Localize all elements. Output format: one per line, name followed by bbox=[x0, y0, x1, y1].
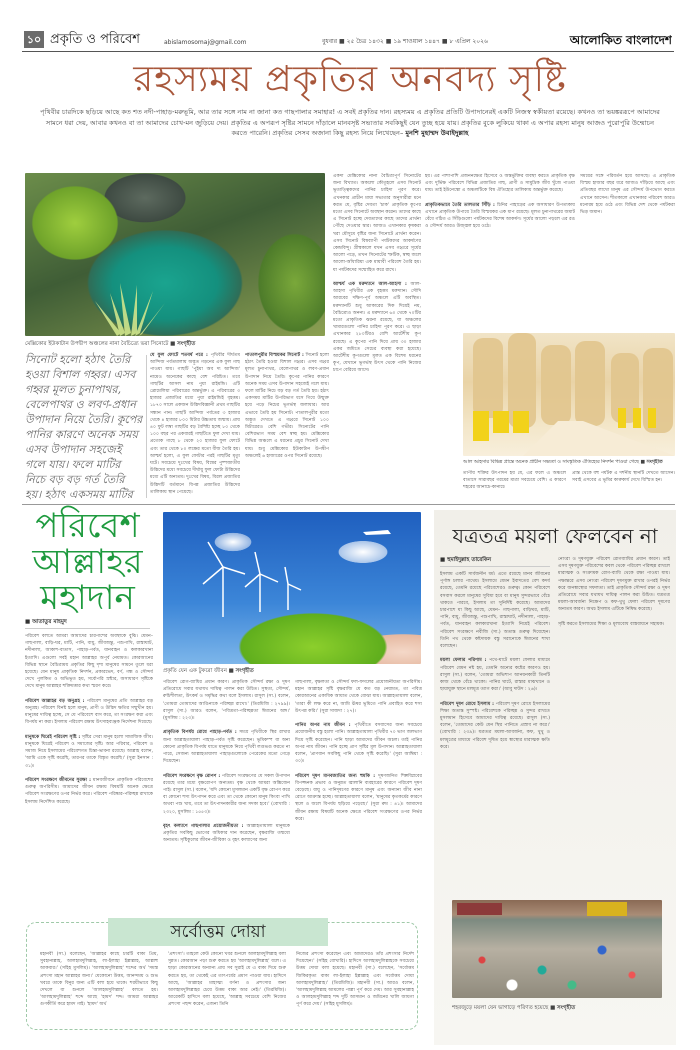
article-column bbox=[333, 173, 421, 498]
paragraph: পরিবেশ রোগ-ব্যাধির প্রধান কারণ। প্রাকৃতিক সৌন্দর্য রক্ষা ও দূষণ প্রতিরোধে সবার যথাযথ দায়িত্ব পালন করা উচিত। সুস্থতা, সৌন্দর্য, রুচিশীলতা, উৎকর্ষ ও সমৃদ্ধির কথা বলে ইসলাম। রাসুল (সা.) বলেন, 'তোমরা তোমাদের আঙিনাকে পরিচ্ছন্ন রাখো।' (তিরমিজি : ২৭৯৯)। রাসুল (সা.) আরও বলেন, 'পবিত্রতা-পরিচ্ছন্নতা ঈমানের অঙ্গ।' (মুসলিম : ২২৩)। bbox=[163, 680, 290, 722]
subhead: পরিবেশ দূষণ রোধে ইসলাম : bbox=[440, 701, 494, 707]
paragraph: মানবজীবনে প্রাকৃতিক পরিবেশের গুরুত্ব অপরিসীম। আমাদের জীবন রক্ষায় বিষয়টি অনেক ক্ষেত্রে পরিবেশ সংরক্ষণের ওপর নির্ভর করে। পরিবেশ পরিষ্কার-পরিচ্ছন্ন রাখাকে ইসলাম নির্দেশিত করেছে। bbox=[25, 778, 153, 805]
subhead: প্রাকৃতিক বিপর্যয় রোধে পাহাড়-পর্বত : bbox=[163, 730, 237, 736]
paragraph: সৃষ্টি করতে ইসলামের শিক্ষা ও মূল্যবোধ বাস্তবায়নে সহায়ক। bbox=[558, 621, 665, 627]
subhead: পাতালপুরীর বিস্ময়কর সিনোট : bbox=[245, 353, 304, 358]
dua-column bbox=[296, 951, 414, 1023]
headline-line: পরিবেশ bbox=[35, 506, 140, 546]
article-column bbox=[425, 173, 575, 331]
paragraph: পরিবেশ সংরক্ষণের যে সকল উপাদান রয়েছে তার মধ্যে বৃক্ষরোপণ অন্যতম। বৃক্ষ থেকে আমরা অক্সিজেন পাই। রাসুল (সা.) বলেন, 'যদি কোনো মুসলমান একটি বৃক্ষ রোপণ করে বা কোনো শস্য উৎপাদন করে এবং তা থেকে কোনো মানুষ কিংবা পাখি অথবা পশু খায়, তবে তা উৎপাদনকারীর জন্য সদকা হবে।' (বোখারি : ২৩২০, মুসলিম : ১৫৫৩)। bbox=[163, 773, 290, 815]
paragraph: হয়। এর পাশাপাশি প্রজননক্ষেত্র হিসেবে ও অন্তর্ভুক্তির ব্যবস্থা করতে প্রাকৃতিক বৃক্ষ এবং দুর্ভিক্ষ পরিবেশে বিভিন্ন প্রজাতির গাছ, প্রাণী ও সামুদ্রিক জীব খুঁজে পাওয়া যায়। তাই ইউনেস্কো এ অঞ্চলটিকে বিশ্ব ঐতিহ্যের তালিকায় অন্তর্ভুক্ত করেছে। bbox=[425, 174, 575, 194]
paragraph: আল-আহসা পৃথিবীর এক বৃহত্তম মরুদ্যান। সৌদি আরবের দক্ষিণ-পূর্ব অঞ্চলে এটি অবস্থিত। মরুদ্যানটি শুধু আকারের দিক দিয়েই নয়, বৈচিত্র্যেও অনন্য। এ মরুদ্যানে ৬০ থেকে ৭০টির মতো প্রাকৃতিক ঝরনা রয়েছে, যা অঞ্চলের খামারগুলো পানির চাহিদা পূরণ করে। এ ছাড়া এখানকার ২৮০টিরও বেশি আর্টেশীয় কূপ রয়েছে। এ কূপের পানি দিয়ে প্রায় ৩০ হাজার একর জমিতে সেচের ব্যবস্থা করা হয়েছে। আর্টেশীয় কূপগুলো মূলত এক বিশেষ ধরনের কূপ, যেখানে ভূগর্ভস্থ উৎস থেকে পানি নিজের চাপে বেরিয়ে আসে। bbox=[333, 282, 421, 374]
subhead: প্রাকৃতিকভাবে তৈরি তালতার সিঁড়ি : bbox=[425, 202, 495, 208]
wind-turbines-icon bbox=[163, 512, 421, 664]
cenote-caption: মেক্সিকোর ইউকাটান উপদ্বীপ অঞ্চলের নানা বৈচিত্র্যে ভরা সিনোটে ■ সংগৃহীত bbox=[25, 341, 196, 347]
paragraph: নোংরা ও দূষণযুক্ত পরিবেশ রোগব্যাধির প্রধান কারণ। তাই এসব দূষণযুক্ত পরিবেশের কবল থেকে পরিবেশ পরিচ্ছন্ন রাখলে মারাত্মক ও সংক্রামক রোগ-ব্যাধি থেকে রক্ষা পাওয়া যায়। পক্ষান্তরে এসব নোংরা পরিবেশ দূষণমুক্ত রাখার ওপরই নির্ভর করে জনস্বাস্থ্যের সফলতা। তাই প্রাকৃতিক সৌন্দর্য রক্ষা ও দূষণ প্রতিরোধে সবার যথাযথ দায়িত্ব পালন করা উচিত। যত্রতত্র ময়লা-আবর্জনা নিক্ষেপ ও কফ-থুথু ফেলা পরিবেশ দূষণের অন্যতম কারণ। অথচ ইসলাম এটিকে নিষিদ্ধ করেছে। bbox=[558, 557, 670, 613]
article-column bbox=[25, 633, 153, 915]
subhead: পরিবেশ সংরক্ষণে জীবনের সুরক্ষা : bbox=[25, 778, 91, 784]
green-earth-photo bbox=[163, 512, 421, 664]
dua-column bbox=[40, 951, 158, 1023]
photo-credit: সংগৃহীত bbox=[235, 668, 254, 674]
dua-column bbox=[168, 951, 286, 1023]
paragraph: পরিবেশ বলতে আমরা আমাদের চারপাশের অবস্থাকে বুঝি। যেমন– গাছপালা, বাড়ি-ঘর, মাটি, পানি, বায়ু, জীবজন্তু, পশুপাখি, রাস্তাঘাট, নদীনালা, আকাশ-বাতাস, পাহাড়-পর্বত, যানবাহন ও কলকারখানা ইত্যাদি। এগুলো সবই মহান আল্লাহর অপূর্ব নেয়ামত। কোরআনের বিভিন্ন স্থানে বৈচিত্র্যময় প্রকৃতির কিছু দৃশ্য মানুষের সামনে তুলে ধরা হয়েছে। যেন মানুষ প্রাকৃতিক নিদর্শন, প্রকারভেদ, বর্ণ, গন্ধ ও সৌন্দর্য দেখে পুলকিত ও অভিভূত হয়, সর্বোপরি স্রষ্টার, অসাধারণ সৃষ্টিকে দেখে মানুষ আল্লাহর শক্তিমত্তার কথা স্মরণ করে। bbox=[25, 634, 153, 690]
caption-text: আল আহসার বিভিন্ন প্রান্তে অনেক প্রাচীন সভ্যতা ও সাংস্কৃতিক ঐতিহ্যের নিদর্শন পাওয়া গেছে bbox=[463, 460, 639, 465]
subhead: আশ্চর্য এক মরুদ্যানে আল-আহসা : bbox=[333, 282, 407, 288]
page-number: ১০ bbox=[24, 31, 44, 48]
lead-intro-text: পৃথিবীর চারদিকে ছড়িয়ে আছে কত শত নদী-পাহাড়-মরুভূমি, আর তার সঙ্গে নাম না জানা কত গাছপালার সমাহার! এ সবই প্রকৃতির দান। রহস্যময় এ প্রকৃতির প্রতিটি উপাদানেরই একটি নিজস্ব স্বকীয়তা রয়েছে। কখনও তা ভয়ঙ্কররূপে আমাদের সামনে ধরা দেয়, আবার কখনও বা তা আমাদের চোখ-মন জুড়িয়ে দেয়। প্রকৃতির এ অপরূপ সৃষ্টির সামনে দাঁড়ালে মানবসৃষ্ট সভ্যতার সবকিছুই যেন তুচ্ছ হয়ে যায়। প্রকৃতির বুকে লুকিয়ে থাকা এ অপার রহস্য মানুষ আজও পুরোপুরি উন্মোচন করতে পারেনি। প্রকৃতির সেসব অজানা কিছু রহস্য নিয়ে লিখেছেন– bbox=[40, 108, 660, 137]
lead-intro bbox=[40, 107, 660, 139]
garbage-caption: শহরজুড়ে ময়লা যেন ভাগাড়ে পরিণত হয়েছে ■ সংগৃহীত bbox=[452, 1005, 576, 1011]
caption-text: শহরজুড়ে ময়লা যেন ভাগাড়ে পরিণত হয়েছে bbox=[452, 1005, 549, 1011]
caption-text: মেক্সিকোর ইউকাটান উপদ্বীপ অঞ্চলের নানা বৈচিত্র্যে ভরা সিনোটে bbox=[25, 341, 169, 347]
photo-credit: সংগৃহীত bbox=[557, 1005, 576, 1011]
photo-credit: সংগৃহীত bbox=[646, 460, 663, 465]
al-ahsa-caption: আল আহসার বিভিন্ন প্রান্তে অনেক প্রাচীন সভ্যতা ও সাংস্কৃতিক ঐতিহ্যের নিদর্শন পাওয়া গেছে ■ সংগৃহীত bbox=[463, 460, 663, 465]
subhead: বৃহৎ কল্যাণে গাছপালার প্রয়োজনীয়তা : bbox=[163, 824, 244, 830]
paragraph: গাছপালা, বৃক্ষলতা ও সৌন্দর্য ফল-ফসলের প্রয়োজনীয়তা অপরিসীম। মহান আল্লাহর সৃষ্টি বৃক্ষরাজি যে কত বড় নেয়ামত, তা পবিত্র কোরআনের একাধিক আয়াত থেকে বোঝা যায়। আল্লাহতায়ালা বলেন, 'তারা কী লক্ষ করে না, আমি ঊষর ভূমিতে পানি প্রবাহিত করে শস্য উৎপন্ন করি।' (সুরা সাজদা : ২৭)। bbox=[295, 680, 422, 714]
caption-text: প্রকৃতি যেন এক টুকরো জীবন bbox=[163, 668, 227, 674]
lead-headline: রহস্যময় প্রকৃতির অনবদ্য সৃষ্টি bbox=[133, 59, 567, 100]
article-column bbox=[295, 679, 422, 915]
subhead: পরিবেশ আল্লাহর বড় অনুগ্রহ : bbox=[25, 698, 85, 704]
article-column bbox=[463, 470, 566, 500]
paragraph: প্রান্ত থেকে বহু পর্যটক এ দর্শনীয় স্থানটি দেখতে আসেন। সবাই এসবের এ ভূমির কারুকার্য দেখে বিস্মিত হন। bbox=[572, 471, 675, 484]
paragraph: পথে-ঘাটে ময়লা ফেলার মাধ্যমে পরিবেশ যেমন নষ্ট হয়, তেমনি অন্যের কষ্টের কারণও হয়। রাসুল (সা.) বলেন, 'তোমরা অভিশাপ আনয়নকারী তিনটি কাজ থেকে বেঁচে থাকো। পানির ঘাটে, রাস্তার মাঝখানে ও ছায়াযুক্ত স্থানে মলমূত্র ত্যাগ করা।' (আবু দাউদ : ২৬)। bbox=[440, 658, 550, 693]
cenote-photo bbox=[25, 173, 325, 336]
paragraph: পৃথিবীর দীর্ঘতম আন্দিজ পর্বতমালায় অদ্ভুত গড়নের এক ফুল গাছ পাওয়া যায়। গাছটি 'পুইয়া অব দ্য আন্দিজ' নামেও অনেকের কাছে বেশ পরিচিত। তবে গাছটির আসল নাম পুয়া রাইমন্ডি। এটি ব্রোমেলিয়া পরিবারের অন্তর্ভুক্ত। এ পরিবারের ৩ হাজার প্রজাতির মধ্যে পুয়া রাইমন্ডিই বৃহত্তম। ১৮৭০ সালে একজন উদ্ভিদবিজ্ঞানী প্রথম গাছটির সন্ধান পান। গাছটি আন্দিজ পর্বতের ৩ হাজার থেকে ৪ হাজার ৮০০ মিটার উচ্চতায় জন্মায়। প্রায় ৪০ ফুট লম্বা গাছটির বড় বৈশিষ্ট্য হচ্ছে ৮০ থেকে ১০০ বছর পর একবারই গাছটিতে ফুল দেখা যায়। প্রত্যেক গাছে ৮ থেকে ২০ হাজার ফুল ফোটে এবং তার থেকে ৮০ লক্ষের মতো বীজ তৈরি হয়। আশ্চর্য হলো, এ ফুল ফোটার পরই গাছটির মৃত্যু ঘটে। সবচেয়ে দুঃখের বিষয়, বিশ্বের পুষ্পজাতীয় উদ্ভিদের মধ্যে সবচেয়ে দীর্ঘায়ু ফুল ফোটা উদ্ভিদের মধ্যে এটি অন্যতম। দুঃখের বিষয়, বিরল প্রজাতির উদ্ভিদটি বর্তমানে বিপন্ন প্রজাতির উদ্ভিদের তালিকায় স্থান পেয়েছে। bbox=[150, 353, 240, 495]
headline-line: আল্লাহর bbox=[32, 542, 143, 582]
al-ahsa-photo bbox=[463, 333, 675, 456]
paragraph: আল্লাহতায়ালা মানুষকে প্রকৃতির সবকিছু ভোগের অধিকার দান করেছেন, বৃক্ষরাজি তন্মধ্যে অন্যতম। সৃষ্টিকুলের জীবন-জীবিকা ও বৃহৎ কল্যাণের জন্য bbox=[163, 824, 290, 844]
agave-plant-icon bbox=[25, 173, 325, 336]
garbage-photo bbox=[452, 900, 662, 998]
waste-byline: ■ হুমাইদুল্লাহ তারেকিন bbox=[440, 556, 550, 567]
paragraph: সিনোট হলো হঠাৎ তৈরি হওয়া বিশাল গহ্বর। এসব গহ্বর মূলত চুনাপাথর, বেলেপাথর ও লবণ-প্রধান উপাদান নিয়ে তৈরি। কূপের পানির কারণে অনেক সময় এসব উপাদান সহজেই গলে যায়। ফলে মাটির নিচে বড় বড় গর্ত তৈরি হয়। হঠাৎ একসময় মাটির উপরিভাগ ধসে গিয়ে উন্মুক্ত হয়ে পড়ে নিচের ভূগর্ভস্থ জলাধার। আর এভাবে তৈরি হয় সিনোট। পাতালপুরীর মতো অদ্ভুত দেখতে এ গহ্বরে সিনোট ১০০ মিটারেরও বেশি গভীর। সিনোটের পানি বেশিরভাগ সময় বেশ স্বচ্ছ হয়। মেক্সিকোর বিভিন্ন অঞ্চলে এ ধরনের প্রচুর সিনোট দেখা যায়। শুধু মেক্সিকোর ইউকাটান উপদ্বীপ অঞ্চলেই ৬ হাজারের ওপর সিনোট রয়েছে। bbox=[245, 353, 329, 459]
paragraph: 'প্রশংসা'। তাহলে কেউ কোনো খবর শুনলে আলহামদুলিল্লাহ বলা সুন্নত। কোরআন পড়া শুরু করতে হয় 'আলহামদুলিল্লাহ' বলে। এ ছাড়া কোরআনের অন্যান্য প্রায় সব সুরাই যে এ বাক্য দিয়ে শুরু করতে হয়, তা থেকেই এর তাৎপর্যের প্রমাণ পাওয়া যায়। হাদিসে আছে, 'আল্লাহর মাহাত্ম্য বর্ণনা ও প্রশংসার জন্য আলহামদুলিল্লাহর চেয়ে উত্তম বাক্য আর নেই।' (তিরমিজি)। আরেকটি হাদিসে বলা হয়েছে, 'আল্লাহ সবচেয়ে বেশি নিজের প্রশংসা পছন্দ করেন, এজন্য তিনি bbox=[168, 952, 286, 1008]
article-column bbox=[163, 679, 290, 915]
paragraph: পৃথিবীতে বসবাসের জন্য সবচেয়ে প্রয়োজনীয় বস্তু হলো পানি। আল্লাহতায়ালা পৃথিবীর ৭০ ভাগ জলভাগ দিয়ে সৃষ্টি করেছেন। পানি ছাড়া আমাদের জীবন অচল। তাই পানির অপর নাম জীবন। পানি হচ্ছে প্রাণ সৃষ্টির মূল উপাদান। আল্লাহতায়ালা বলেন, 'প্রাণবান সবকিছু পানি থেকে সৃষ্টি করেছি।' (সুরা আম্বিয়া : ৩০)। bbox=[295, 723, 422, 765]
article-column bbox=[558, 556, 670, 883]
section-email: abislamosomaj@gmail.com bbox=[164, 39, 247, 46]
masthead-logo: আলোকিত বাংলাদেশ bbox=[569, 33, 672, 47]
article-column bbox=[245, 352, 329, 500]
section-title: প্রকৃতি ও পরিবেশ bbox=[50, 32, 140, 47]
subhead: পানির অপর নাম জীবন : bbox=[295, 723, 351, 729]
subhead: ময়লা ফেলার পরিণাম : bbox=[440, 658, 487, 664]
subhead: পরিবেশ সংরক্ষণে বৃক্ষ রোপণ : bbox=[163, 773, 221, 779]
paragraph: সৃষ্টির সেরা মানুষ হলো সামাজিক জীব। মানুষকে ঘিরেই পরিবেশ ও সমাজের সৃষ্টি। আর পরিবার, পরিবেশ ও সমাজ নিয়ে ইসলামের পরিবেশগত চিন্তা-ভাবনা রয়েছে। আল্লাহ বলেন, 'আমি একে সৃষ্টি করেছি, তারপর তাকে বিস্তৃত করেছি।' (সুরা ইনসান : ৩১)। bbox=[25, 734, 153, 769]
article-column bbox=[440, 571, 550, 883]
subhead: পরিবেশ দূষণ মানবজাতির জন্য হুমকি : bbox=[295, 773, 376, 779]
paragraph: চিনির পাহাড়ের এক অসাধারণ উপত্যকায় এখানে প্রাকৃতিক উপায়ে তৈরি বিস্ময়কর এক ধাপ রয়েছে। মূলত চুনাপাথরের জমাট বেঁধে গঠিত এ সিঁড়িগুলো পর্যটকদের বিশেষ আকর্ষণ। সূর্যের আলো পড়লে এর রঙ ও সৌন্দর্য আরও উজ্জ্বল হয়ে ওঠে। bbox=[425, 202, 575, 230]
article-column bbox=[150, 352, 240, 500]
environment-byline: ■ আতাতুর মাহমুদ bbox=[25, 618, 150, 629]
dateline: বুধবার ■ ২৫ চৈত্র ১৪৩২ ■ ১৯ শাওয়াল ১৪৪৭ ■ ৮ এপ্রিল ২০২৬ bbox=[322, 38, 488, 45]
paragraph: পরিবেশ মানুষের প্রতি আল্লাহর বড় অনুগ্রহ। পরিবেশ বিনষ্ট হলে মানুষ, প্রাণী ও উদ্ভিদ ক্ষতির সম্মুখীন হয়। মানুষের দায়িত্ব হচ্ছে, সে যে পরিবেশে বাস করে, তা সংরক্ষণ করা এবং বিপর্যয় না করা। ইসলাম পরিবেশ রক্ষায় উৎসাহব্যঞ্জক নির্দেশনা দিয়েছে। bbox=[25, 698, 153, 726]
headline-line: মহাদান bbox=[40, 578, 135, 618]
article-column bbox=[580, 173, 675, 331]
airplane-icon bbox=[363, 530, 391, 535]
subhead: মানুষকে ঘিরেই পরিবেশ সৃষ্টি : bbox=[25, 734, 81, 740]
paragraph: ইসলাম একটি সার্বজনীন ধর্ম। এতে রয়েছে মানব জীবনের পূর্ণাঙ্গ চলার পাথেয়। ইসলামে যেমন ইবাদতের বেশ কদর্য রয়েছে, তেমনি রয়েছে পরিবেশেরও গুরুত্ব। কোন পরিবেশে বসবাস করলে মানুষের সুবিধা হবে বা মানুষ সুন্দরভাবে বেঁচে থাকতে পারবে, ইসলাম তা সুনির্দিষ্ট করেছে। আমাদের চারপাশে যা কিছু আছে, যেমন– গাছপালা, বাড়িঘর, মাটি, পানি, বায়ু, জীবজন্তু, পশুপাখি, রাস্তাঘাট, নদীনালা, পাহাড়-পর্বত, যানবাহন কলকারখানা ইত্যাদি নিয়েই পরিবেশ। পরিবেশ সংরক্ষণে নবীজি (সা.) অত্যন্ত গুরুত্ব দিয়েছেন। তিনি পথ থেকে কষ্টদায়ক বস্তু সরানোকে ঈমানের শাখা বলেছেন। bbox=[440, 572, 550, 650]
pull-quote: সিনোট হলো হঠাৎ তৈরি হওয়া বিশাল গহ্বর। এসব গহ্বর মূলত চুনাপাথর, বেলেপাথর ও লবণ-প্রধান উপাদান নিয়ে তৈরি। কূপের পানির কারণে অনেক সময় এসব উপাদান সহজেই গলে যায়। ফলে মাটির নিচে বড় বড় গর্ত তৈরি হয়। হঠাৎ একসময় মাটির bbox=[25, 353, 143, 500]
section-divider bbox=[22, 504, 675, 505]
subhead: যে ফুল ফোটে শতবর্ষ পরে : bbox=[150, 353, 208, 358]
paragraph: পরিবেশ দূষণ রোধে ইসলামের শিক্ষা অত্যন্ত সুস্পষ্ট। পরিবেশকে পরিচ্ছন্ন ও সুন্দর রাখতে মুসলমান হিসেবে আমাদের দায়িত্ব রয়েছে। রাসুল (সা.) বলেন, 'তোমাদের কেউ যেন স্থির পানিতে প্রস্রাব না করে।' (বোখারি : ২৩৯)। যত্রতত্র ময়লা-আবর্জনা, কফ, থুথু ও মলমূত্রের মাধ্যমে পরিবেশ দূষিত হয়ে স্বাস্থ্যের মারাত্মক ক্ষতি করে। bbox=[440, 701, 550, 750]
paragraph: দূষণজনিত শিল্পবিপ্লবের বিপজ্জনক প্রভাব ও অনুন্নত জ্বালানি ব্যবহারের কারণে পরিবেশ দূষণ বেড়েছে। বায়ু ও পানিদূষণের কারণে মানুষ এবং অন্যান্য জীব নানা রোগে আক্রান্ত হচ্ছে। আল্লাহতায়ালা বলেন, 'মানুষের কৃতকর্মের কারণে স্থলে ও জলে বিপর্যয় ছড়িয়ে পড়েছে।' (সুরা রুম : ৪১)। আমাদের জীবন রক্ষায় বিষয়টি অনেক ক্ষেত্রে পরিবেশ সংরক্ষণের ওপর নির্ভর করে। bbox=[295, 773, 422, 822]
column-divider bbox=[146, 355, 147, 498]
paragraph: নিজের প্রশংসা করেছেন এবং আমাদেরও তাঁর প্রশংসার নির্দেশ দিয়েছেন।' (সহিহ বোখারি)। হাদিসে আলহামদুলিল্লাহকে সবচেয়ে উত্তম দোয়া বলা হয়েছে। মহানবী (সা.) বলেছেন, 'সর্বোত্তম জিকিরকৃত্য বাক্য লা-ইলাহা ইল্লাল্লাহ এবং সর্বোত্তম দোয়া আলহামদুলিল্লাহ।' (তিরমিজি)। মহানবী (সা.) আরও বলেন, 'আলহামদুলিল্লাহ আমলের পাল্লা পূর্ণ করে দেয়। আর সুবহানাল্লাহ ও আলহামদুলিল্লাহ শব্দ দুটি আসমান ও জমিনের খালি জায়গা পূর্ণ করে দেয়।' (সহিহ মুসলিম)। bbox=[296, 952, 414, 1008]
lead-author: মুনশি মুহাম্মদ উবাইদুল্লাহ bbox=[405, 129, 469, 137]
article-column bbox=[572, 470, 675, 500]
paragraph: সমগ্র পৃথিবীকে স্থির রাখার জন্য আল্লাহতায়ালা পাহাড়-পর্বত সৃষ্টি করেছেন। ভূমিকম্প বা অন্য কোনো প্রাকৃতিক বিপর্যয় যাতে মানুষকে নিয়ে পৃথিবী লণ্ডভণ্ড করতে না পারে, সেজন্য আল্লাহতায়ালা পাহাড়গুলোকে পেরেকের মতো গেড়ে দিয়েছেন। bbox=[163, 730, 290, 765]
trash-pile-icon bbox=[452, 900, 662, 998]
dua-headline: সর্বোত্তম দোয়া bbox=[108, 918, 328, 946]
paragraph: মহানবী (সা.) বলেছেন, 'আল্লাহর কাছে চারটি বাক্য প্রিয়, সুবহানাল্লাহ, আলহামদুলিল্লাহ, লা-ইলাহা ইল্লাল্লাহ, আল্লাহু আকবার।' (সহিহ মুসলিম)। 'আলহামদুলিল্লাহ' শব্দের অর্থ 'সমস্ত প্রশংসা মহান আল্লাহর জন্য।' যেকোনো উত্তম, আনন্দময় ও শুভ খবরে তাকে বিনুর জন্য এটি বলা হয়ে থাকে। শরয়ীভাবে কিছু দেখলে বা শুনলে 'আলহামদুলিল্লাহ' বলতে হয়। 'আলহামদুলিল্লাহ' শব্দে আছে 'হামদ' শব্দ। আমরা আল্লাহর গুণকীর্তি করে হামদ গাই। 'হামদ' অর্থ bbox=[40, 952, 158, 1008]
green-earth-caption: প্রকৃতি যেন এক টুকরো জীবন ■ সংগৃহীত bbox=[163, 668, 254, 674]
paragraph: একদা মেক্সিকোর নানা বৈচিত্র্যপূর্ণ সিনোটের জন্য বিখ্যাত। অকলো কৌতূহলে এসব সিনোট ভূতাত্ত্বিকদের পানির চাহিদা পূরণ করে। এখনকার প্রাচীন মায়া সভ্যতার অনুসারীরা মনে করত যে, বৃষ্টির দেবতা 'চাক' প্রাকৃতিক কূপের মতো এসব সিনোটে অবস্থান করেন। তাদের কাছে এ সিনোট হচ্ছে দেবতাদের কাছে তাদের প্রার্থনা পৌঁছে দেওয়ার দ্বার। আজও এখানকার কৃষকরা খরা মৌসুমে বৃষ্টির জন্য সিনোটে প্রার্থনা করেন। এসব সিনোট বিশ্বব্যাপী পর্যটকদের আকর্ষণের কেন্দ্রবিন্দু। গ্রীষ্মকালে যখন এসব গহ্বরে সূর্যের আলো পড়ে, তখন সিনোটের স্ফটিক, স্বচ্ছ জলে আলো-আঁধারিয়া এক মায়াবী পরিবেশ তৈরি হয়। যা পর্যটকদের সম্মোহিত করে রাখে। bbox=[333, 174, 421, 273]
rock-formations-icon bbox=[463, 333, 675, 456]
paragraph: তাপীয় শক্তির উৎপাদন হয় যে, এর ফলে এ অঞ্চলে বাতাসে সারাবছর গরমের মাত্রা সবচেয়ে বেশি। এ কারণে শহরের আনাচে-কানাচে bbox=[463, 471, 566, 491]
paragraph: সময়ের সঙ্গে পরিবর্তন হয়ে আসছে। এ প্রাকৃতিক বিস্ময় হাজার বছর ধরে আজও দাঁড়িয়ে আছে এবং প্রতিবছর লাখো মানুষ এর সৌন্দর্য উপভোগ করতে এখানে আসেন। শীতকালে এখানকার পরিবেশ আরও মনোরম হয়ে ওঠে এবং বিভিন্ন দেশ থেকে পর্যটকরা ভিড় জমান। bbox=[580, 174, 675, 216]
environment-headline bbox=[25, 508, 150, 616]
page-header bbox=[22, 30, 674, 52]
waste-headline: যত্রতত্র ময়লা ফেলবেন না bbox=[452, 524, 658, 548]
photo-credit: সংগৃহীত bbox=[177, 341, 196, 347]
